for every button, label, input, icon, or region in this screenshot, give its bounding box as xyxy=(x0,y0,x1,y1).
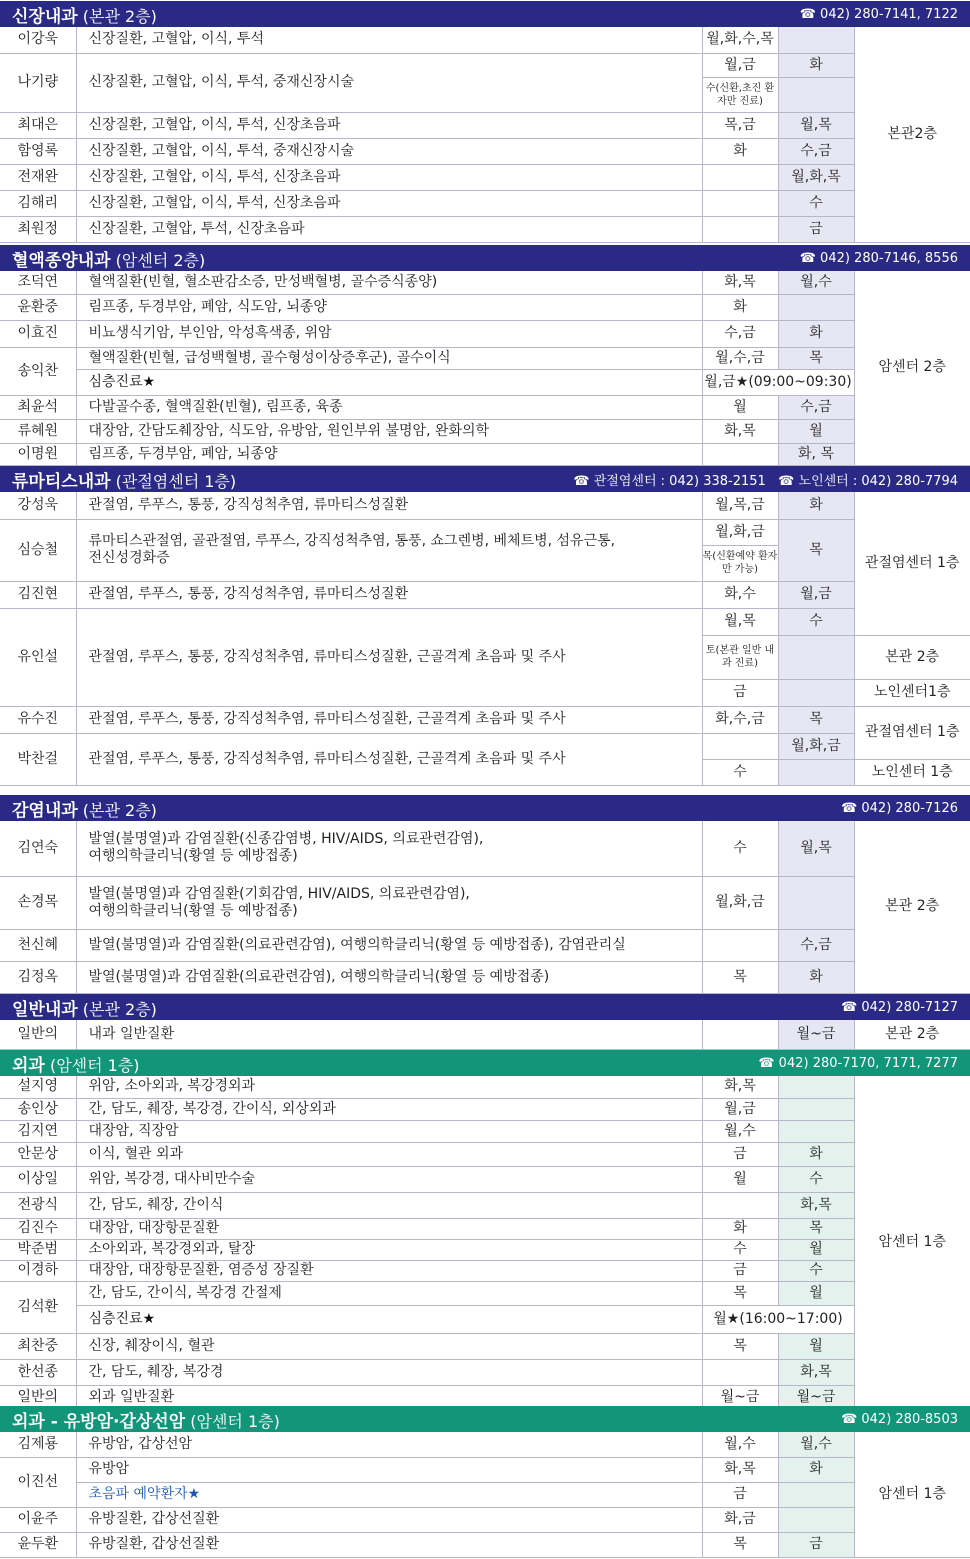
morning-days: 화,목 xyxy=(702,1076,778,1098)
afternoon-days xyxy=(778,1076,854,1098)
specialty: 유방암, 갑상선암 xyxy=(76,1432,702,1457)
afternoon-days: 월 xyxy=(778,1239,854,1260)
specialty: 위암, 복강경, 대사비만수술 xyxy=(76,1166,702,1192)
afternoon-days: 화, 목 xyxy=(778,443,854,465)
section-header xyxy=(0,795,970,821)
morning-days: 금 xyxy=(702,1260,778,1281)
afternoon-days: 화 xyxy=(778,492,854,519)
specialty: 관절염, 루푸스, 통풍, 강직성척추염, 류마티스성질환, 근골격계 초음파 및 주사 xyxy=(76,608,702,706)
doctor-name: 한선종 xyxy=(0,1359,76,1385)
section-header xyxy=(0,245,970,271)
morning-days xyxy=(702,733,778,759)
specialty: 관절염, 루푸스, 통풍, 강직성척추염, 류마티스성질환, 근골격계 초음파 및 주사 xyxy=(76,733,702,785)
morning-days-note: 수(신환,초진 환자만 진료) xyxy=(702,77,778,112)
afternoon-days: 월 xyxy=(778,1281,854,1305)
morning-days-note: 목(신환예약 환자만 가능) xyxy=(702,545,778,581)
morning-days xyxy=(702,1020,778,1049)
morning-days: 수 xyxy=(702,1239,778,1260)
specialty: 관절염, 루푸스, 통풍, 강직성척추염, 류마티스성질환, 근골격계 초음파 및 주사 xyxy=(76,706,702,733)
location: 암센터 2층 xyxy=(854,271,970,465)
specialty xyxy=(76,821,702,876)
morning-days: 월,화,금 xyxy=(702,519,778,545)
morning-days xyxy=(702,190,778,216)
morning-days: 월,수 xyxy=(702,1432,778,1457)
specialty: 신장질환, 고혈압, 투석, 신장초음파 xyxy=(76,216,702,242)
morning-days: 월,목,금 xyxy=(702,492,778,519)
afternoon-days: 목 xyxy=(778,347,854,369)
table-row xyxy=(0,608,970,635)
doctor-name: 최대은 xyxy=(0,112,76,138)
afternoon-days: 수 xyxy=(778,1260,854,1281)
table-row xyxy=(0,1120,970,1142)
specialty: 신장질환, 고혈압, 이식, 투석, 중재신장시술 xyxy=(76,138,702,164)
afternoon-days xyxy=(778,635,854,679)
doctor-name: 이상일 xyxy=(0,1166,76,1192)
morning-days: 화 xyxy=(702,1218,778,1239)
specialty: 대장암, 직장암 xyxy=(76,1120,702,1142)
doctor-name: 일반의 xyxy=(0,1385,76,1409)
phone-number: ☎ 042) 280-7146, 8556 xyxy=(799,250,958,266)
specialty: 대장암, 간담도췌장암, 식도암, 유방암, 원인부위 불명암, 완화의학 xyxy=(76,419,702,443)
doctor-name: 일반의 xyxy=(0,1020,76,1049)
afternoon-days xyxy=(778,759,854,785)
location: 암센터 1층 xyxy=(854,1076,970,1409)
table-row xyxy=(0,1359,970,1385)
table-row xyxy=(0,347,970,369)
morning-days: 월,화,수,목 xyxy=(702,27,778,53)
morning-days: 화 xyxy=(702,294,778,320)
doctor-table xyxy=(0,1432,970,1558)
table-row xyxy=(0,443,970,465)
afternoon-days: 화,목 xyxy=(778,1192,854,1218)
special-clinic-label: 심층진료★ xyxy=(76,369,702,395)
section-title: 신장내과 (본관 2층) xyxy=(12,6,157,27)
doctor-name: 김진현 xyxy=(0,581,76,608)
section-general-internal xyxy=(0,994,970,1049)
table-row xyxy=(0,1482,970,1507)
afternoon-days: 월 xyxy=(778,419,854,443)
afternoon-days xyxy=(778,1507,854,1532)
table-row xyxy=(0,419,970,443)
table-row xyxy=(0,1432,970,1457)
afternoon-days xyxy=(778,876,854,929)
afternoon-days: 월,금 xyxy=(778,581,854,608)
morning-days: 월,화,금 xyxy=(702,876,778,929)
afternoon-days: 목 xyxy=(778,1218,854,1239)
doctor-name: 유수진 xyxy=(0,706,76,733)
location: 본관2층 xyxy=(854,27,970,242)
afternoon-days: 화 xyxy=(778,320,854,347)
table-row xyxy=(0,733,970,759)
special-clinic-time: 월★(16:00~17:00) xyxy=(702,1305,854,1333)
specialty: 유방암 xyxy=(76,1457,702,1482)
doctor-name: 안문상 xyxy=(0,1142,76,1166)
section-header xyxy=(0,994,970,1020)
morning-days: 화,목 xyxy=(702,271,778,294)
specialty: 간, 담도, 간이식, 복강경 간절제 xyxy=(76,1281,702,1305)
table-row xyxy=(0,1218,970,1239)
specialty: 류마티스관절염, 골관절염, 루푸스, 강직성척추염, 통풍, 쇼그렌병, 베체트병, 섬유근통, 전신성경화증 xyxy=(76,519,702,581)
doctor-table xyxy=(0,271,970,466)
table-row xyxy=(0,1166,970,1192)
morning-days: 화,수,금 xyxy=(702,706,778,733)
morning-days: 화,목 xyxy=(702,419,778,443)
morning-days xyxy=(702,164,778,190)
afternoon-days xyxy=(778,77,854,112)
location: 본관 2층 xyxy=(854,821,970,993)
specialty: 다발골수종, 혈액질환(빈혈), 림프종, 육종 xyxy=(76,395,702,419)
table-row xyxy=(0,1507,970,1532)
afternoon-days: 월 xyxy=(778,1333,854,1359)
table-row xyxy=(0,1333,970,1359)
specialty: 혈액질환(빈혈, 급성백혈병, 골수형성이상증후군), 골수이식 xyxy=(76,347,702,369)
afternoon-days: 수 xyxy=(778,190,854,216)
doctor-name: 이경하 xyxy=(0,1260,76,1281)
phone-number: ☎ 042) 280-7141, 7122 xyxy=(799,6,958,22)
doctor-name: 나기량 xyxy=(0,53,76,112)
specialty xyxy=(76,876,702,929)
location: 노인센터1층 xyxy=(854,679,970,706)
afternoon-days xyxy=(778,294,854,320)
doctor-name: 이강욱 xyxy=(0,27,76,53)
afternoon-days: 월~금 xyxy=(778,1385,854,1409)
morning-days: 화,금 xyxy=(702,1507,778,1532)
table-row xyxy=(0,1305,970,1333)
specialty: 위암, 소아외과, 복강경외과 xyxy=(76,1076,702,1098)
location: 관절염센터 1층 xyxy=(854,706,970,759)
afternoon-days: 화 xyxy=(778,1142,854,1166)
section-header xyxy=(0,1050,970,1076)
morning-days: 월 xyxy=(702,395,778,419)
afternoon-days: 월,수 xyxy=(778,271,854,294)
morning-days xyxy=(702,443,778,465)
phone-number: ☎ 042) 280-7127 xyxy=(841,999,958,1015)
doctor-name: 이진선 xyxy=(0,1457,76,1507)
afternoon-days: 화 xyxy=(778,53,854,77)
doctor-name: 최찬중 xyxy=(0,1333,76,1359)
doctor-name: 이효진 xyxy=(0,320,76,347)
afternoon-days: 금 xyxy=(778,1532,854,1557)
morning-days xyxy=(702,216,778,242)
table-row xyxy=(0,1532,970,1557)
doctor-name: 강성욱 xyxy=(0,492,76,519)
morning-days: 월 xyxy=(702,1166,778,1192)
morning-days: 화,수 xyxy=(702,581,778,608)
location: 본관 2층 xyxy=(854,1020,970,1049)
doctor-name: 김정옥 xyxy=(0,961,76,993)
doctor-name: 김지연 xyxy=(0,1120,76,1142)
doctor-name: 김제룡 xyxy=(0,1432,76,1457)
specialty: 간, 담도, 췌장, 복강경 xyxy=(76,1359,702,1385)
table-row xyxy=(0,929,970,961)
morning-days-note: 토(본관 일반 내과 진료) xyxy=(702,635,778,679)
doctor-name: 전광식 xyxy=(0,1192,76,1218)
specialty: 관절염, 루푸스, 통풍, 강직성척추염, 류마티스성질환 xyxy=(76,581,702,608)
table-row xyxy=(0,1281,970,1305)
morning-days: 목 xyxy=(702,1333,778,1359)
table-row xyxy=(0,1457,970,1482)
table-row xyxy=(0,1142,970,1166)
afternoon-days: 월,목 xyxy=(778,112,854,138)
location: 본관 2층 xyxy=(854,635,970,679)
specialty: 대장암, 대장항문질환 xyxy=(76,1218,702,1239)
table-row xyxy=(0,961,970,993)
doctor-name: 조덕연 xyxy=(0,271,76,294)
afternoon-days: 월,화,금 xyxy=(778,733,854,759)
phone-number: ☎ 관절염센터 : 042) 338-2151 ☎ 노인센터 : 042) 280-7794 xyxy=(573,473,958,489)
table-row xyxy=(0,53,970,77)
afternoon-days xyxy=(778,1120,854,1142)
doctor-name: 윤두환 xyxy=(0,1532,76,1557)
doctor-name: 김해리 xyxy=(0,190,76,216)
phone-number: ☎ 042) 280-8503 xyxy=(841,1411,958,1427)
doctor-name: 최원정 xyxy=(0,216,76,242)
table-row xyxy=(0,519,970,545)
doctor-name: 이윤주 xyxy=(0,1507,76,1532)
morning-days: 월,금 xyxy=(702,1098,778,1120)
specialty: 유방질환, 갑상선질환 xyxy=(76,1532,702,1557)
table-row xyxy=(0,1239,970,1260)
afternoon-days xyxy=(778,27,854,53)
morning-days: 금 xyxy=(702,679,778,706)
table-row xyxy=(0,190,970,216)
morning-days: 월,수,금 xyxy=(702,347,778,369)
doctor-table xyxy=(0,1020,970,1050)
morning-days: 목 xyxy=(702,961,778,993)
afternoon-days: 월,화,목 xyxy=(778,164,854,190)
morning-days: 목,금 xyxy=(702,112,778,138)
specialty-line: 여행의학클리닉(황열 등 예방접종) xyxy=(88,902,298,919)
afternoon-days: 금 xyxy=(778,216,854,242)
location: 암센터 1층 xyxy=(854,1432,970,1557)
specialty: 신장질환, 고혈압, 이식, 투석 xyxy=(76,27,702,53)
afternoon-days xyxy=(778,1482,854,1507)
section-title: 외과 (암센터 1층) xyxy=(12,1055,140,1076)
specialty: 대장암, 대장항문질환, 염증성 장질환 xyxy=(76,1260,702,1281)
specialty: 신장질환, 고혈압, 이식, 투석, 중재신장시술 xyxy=(76,53,702,112)
table-row xyxy=(0,271,970,294)
table-row xyxy=(0,1192,970,1218)
afternoon-days: 수 xyxy=(778,608,854,635)
section-hematology-oncology xyxy=(0,245,970,465)
specialty: 신장질환, 고혈압, 이식, 투석, 신장초음파 xyxy=(76,164,702,190)
table-row xyxy=(0,1260,970,1281)
section-header xyxy=(0,466,970,492)
table-row xyxy=(0,216,970,242)
doctor-name: 함영록 xyxy=(0,138,76,164)
section-header xyxy=(0,1,970,27)
doctor-name: 윤환중 xyxy=(0,294,76,320)
specialty: 신장질환, 고혈압, 이식, 투석, 신장초음파 xyxy=(76,190,702,216)
specialty: 림프종, 두경부암, 폐암, 식도암, 뇌종양 xyxy=(76,294,702,320)
doctor-table xyxy=(0,27,970,243)
specialty: 림프종, 두경부암, 폐암, 뇌종양 xyxy=(76,443,702,465)
specialty-line: 여행의학클리닉(황열 등 예방접종) xyxy=(88,848,298,865)
afternoon-days: 월,수 xyxy=(778,1432,854,1457)
specialty: 혈액질환(빈혈, 혈소판감소증, 만성백혈병, 골수증식종양) xyxy=(76,271,702,294)
section-infectious-disease xyxy=(0,795,970,993)
afternoon-days: 월~금 xyxy=(778,1020,854,1049)
table-row xyxy=(0,821,970,876)
specialty: 신장질환, 고혈압, 이식, 투석, 신장초음파 xyxy=(76,112,702,138)
afternoon-days xyxy=(778,679,854,706)
morning-days: 월~금 xyxy=(702,1385,778,1409)
specialty: 발열(불명열)과 감염질환(의료관련감염), 여행의학클리닉(황열 등 예방접종) xyxy=(76,961,702,993)
doctor-name: 천신혜 xyxy=(0,929,76,961)
doctor-name: 송인상 xyxy=(0,1098,76,1120)
doctor-name: 최윤석 xyxy=(0,395,76,419)
afternoon-days: 화 xyxy=(778,1457,854,1482)
morning-days: 화 xyxy=(702,138,778,164)
specialty: 간, 담도, 췌장, 복강경, 간이식, 외상외과 xyxy=(76,1098,702,1120)
morning-days xyxy=(702,1192,778,1218)
specialty: 내과 일반질환 xyxy=(76,1020,702,1049)
specialty-line: 발열(불명열)과 감염질환(신종감염병, HIV/AIDS, 의료관련감염), xyxy=(88,831,484,848)
afternoon-days: 수,금 xyxy=(778,395,854,419)
section-rheumatology xyxy=(0,466,970,794)
specialty: 소아외과, 복강경외과, 탈장 xyxy=(76,1239,702,1260)
section-title: 혈액종양내과 (암센터 2층) xyxy=(12,250,206,271)
doctor-name: 류혜원 xyxy=(0,419,76,443)
table-row xyxy=(0,706,970,733)
section-title: 류마티스내과 (관절염센터 1층) xyxy=(12,471,237,492)
specialty: 신장, 췌장이식, 혈관 xyxy=(76,1333,702,1359)
specialty: 관절염, 루푸스, 통풍, 강직성척추염, 류마티스성질환 xyxy=(76,492,702,519)
doctor-table xyxy=(0,1076,970,1410)
section-title: 일반내과 (본관 2층) xyxy=(12,999,157,1020)
location: 노인센터 1층 xyxy=(854,759,970,785)
morning-days: 수 xyxy=(702,759,778,785)
doctor-table xyxy=(0,492,970,786)
morning-days: 금 xyxy=(702,1482,778,1507)
phone-number: ☎ 042) 280-7170, 7171, 7277 xyxy=(758,1055,958,1071)
table-row xyxy=(0,369,970,395)
special-clinic-label: 심층진료★ xyxy=(76,1305,702,1333)
specialty: 발열(불명열)과 감염질환(의료관련감염), 여행의학클리닉(황열 등 예방접종), 감염관리실 xyxy=(76,929,702,961)
section-title: 감염내과 (본관 2층) xyxy=(12,800,157,821)
afternoon-days: 수,금 xyxy=(778,138,854,164)
specialty: 비뇨생식기암, 부인암, 악성흑색종, 위암 xyxy=(76,320,702,347)
afternoon-days: 목 xyxy=(778,519,854,581)
afternoon-days: 수 xyxy=(778,1166,854,1192)
table-row xyxy=(0,138,970,164)
morning-days: 금 xyxy=(702,1142,778,1166)
specialty: 유방질환, 갑상선질환 xyxy=(76,1507,702,1532)
afternoon-days: 화,목 xyxy=(778,1359,854,1385)
table-row xyxy=(0,1076,970,1098)
special-clinic-time: 월,금★(09:00~09:30) xyxy=(702,369,854,395)
specialty: 간, 담도, 췌장, 간이식 xyxy=(76,1192,702,1218)
morning-days: 월,수 xyxy=(702,1120,778,1142)
morning-days xyxy=(702,929,778,961)
specialty-line: 발열(불명열)과 감염질환(기회감염, HIV/AIDS, 의료관련감염), xyxy=(88,885,470,902)
ultrasound-reservation-label: 초음파 예약환자★ xyxy=(76,1482,702,1507)
specialty: 외과 일반질환 xyxy=(76,1385,702,1409)
morning-days: 월,목 xyxy=(702,608,778,635)
table-row xyxy=(0,1098,970,1120)
table-row xyxy=(0,492,970,519)
specialty: 이식, 혈관 외과 xyxy=(76,1142,702,1166)
doctor-name: 설지영 xyxy=(0,1076,76,1098)
afternoon-days: 목 xyxy=(778,706,854,733)
doctor-name: 김연숙 xyxy=(0,821,76,876)
afternoon-days: 수,금 xyxy=(778,929,854,961)
table-row xyxy=(0,876,970,929)
location: 관절염센터 1층 xyxy=(854,492,970,635)
table-row xyxy=(0,1020,970,1049)
afternoon-days xyxy=(778,1098,854,1120)
section-surgery xyxy=(0,1050,970,1405)
morning-days xyxy=(702,1359,778,1385)
phone-number: ☎ 042) 280-7126 xyxy=(841,800,958,816)
section-header xyxy=(0,1406,970,1432)
morning-days: 화,목 xyxy=(702,1457,778,1482)
table-row xyxy=(0,112,970,138)
section-title: 외과 - 유방암·갑상선암 (암센터 1층) xyxy=(12,1411,280,1432)
doctor-name: 손경목 xyxy=(0,876,76,929)
table-row xyxy=(0,27,970,53)
morning-days: 목 xyxy=(702,1281,778,1305)
doctor-name: 전재완 xyxy=(0,164,76,190)
table-row xyxy=(0,581,970,608)
morning-days: 수,금 xyxy=(702,320,778,347)
table-row xyxy=(0,164,970,190)
doctor-name: 김진수 xyxy=(0,1218,76,1239)
morning-days: 수 xyxy=(702,821,778,876)
doctor-name: 심승철 xyxy=(0,519,76,581)
doctor-table xyxy=(0,821,970,994)
table-row xyxy=(0,294,970,320)
doctor-name: 송익찬 xyxy=(0,347,76,395)
doctor-name: 김석환 xyxy=(0,1281,76,1333)
table-row xyxy=(0,395,970,419)
afternoon-days: 화 xyxy=(778,961,854,993)
afternoon-days: 월,목 xyxy=(778,821,854,876)
morning-days: 목 xyxy=(702,1532,778,1557)
doctor-name: 박준범 xyxy=(0,1239,76,1260)
table-row xyxy=(0,320,970,347)
section-breast-thyroid-surgery xyxy=(0,1406,970,1559)
doctor-name: 유인설 xyxy=(0,608,76,706)
doctor-name: 박찬걸 xyxy=(0,733,76,785)
section-nephrology xyxy=(0,0,970,244)
morning-days: 월,금 xyxy=(702,53,778,77)
doctor-name: 이명원 xyxy=(0,443,76,465)
